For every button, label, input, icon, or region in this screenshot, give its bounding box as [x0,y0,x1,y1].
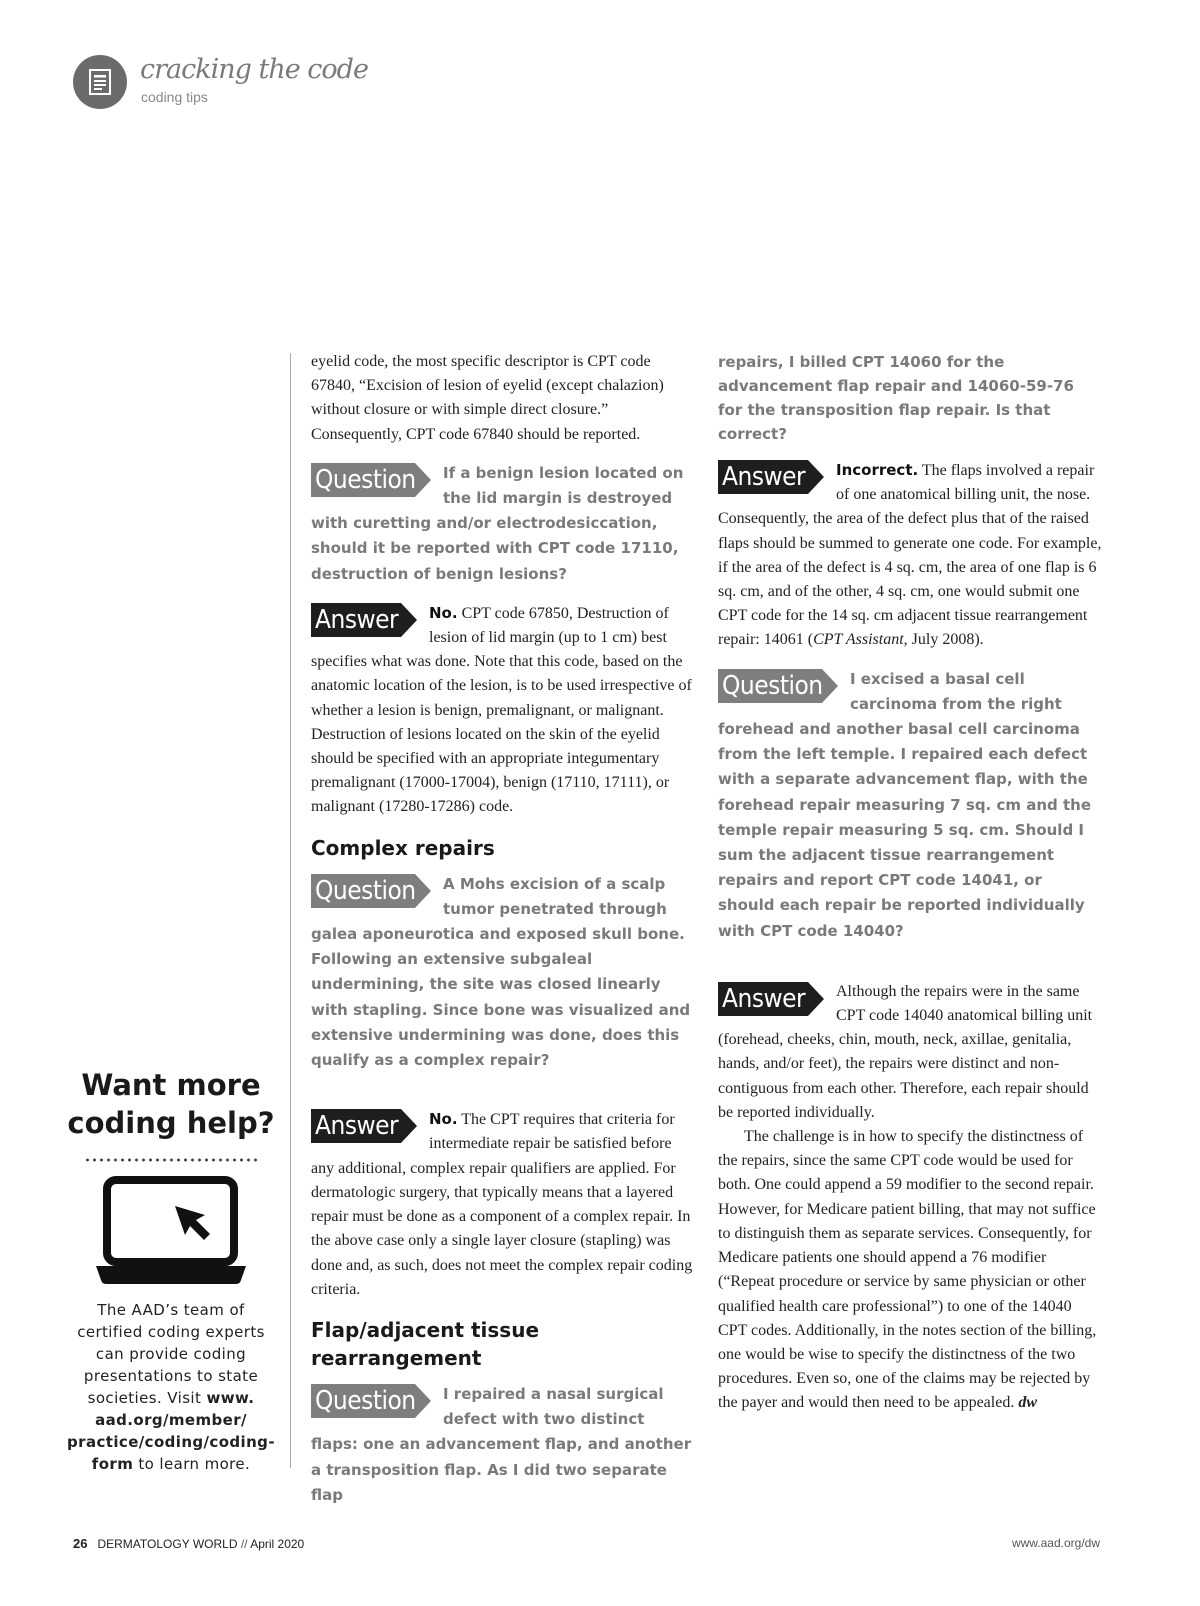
heading-flap-rearrangement: Flap/adjacent tissue rearrangement [311,1317,540,1370]
column-divider [290,353,291,1468]
heading-complex-repairs: Complex repairs [311,835,495,860]
section-subtitle: coding tips [141,89,208,105]
answer-lead: No. [429,1110,458,1129]
question-label: Question [311,1384,415,1418]
sidebar-heading: Want more coding help? [67,1068,275,1140]
header-badge [73,55,127,109]
closing-paragraph: The challenge is in how to specify the distinctness of the repairs, since the same CPT code would be used for both. One could append a 59 modifier to the second repair. However, for Medicare patient billing, that may not suffice to distinguish them as separate services. Consequently, for Medicare patients one should append a 76 modifier (“Repeat procedure or service by same physician or other qualified health care professional”) to one of the 14040 CPT codes. Additionally, in the notes section of the billing, one would be wise to specify the distinctness of the two procedures. Even so, one of the claims may be rejected by the payer and would then need to be appealed. dw [718,1128,1097,1412]
question-text: I excised a basal cell carcinoma from the right forehead and another basal cell carcinoma from the left temple. I repaired each defect with a separate advancement flap, with the forehead repair measuring 7 sq. cm and the temple repair measuring 5 sq. cm. Should I sum the adjacent tissue rearrangement repairs and report CPT code 14041, or should each repair be reported individually with CPT code 14040? [718,669,1092,940]
question-label: Question [718,669,822,703]
question-label: Question [311,874,415,908]
question-label: Question [311,463,415,497]
question-text: If a benign lesion located on the lid margin is destroyed with curetting and/or electrodesiccation, should it be reported with CPT code 17110, destruction of benign lesions? [311,463,684,583]
question-1 [311,461,693,587]
section-title: cracking the code [140,54,368,85]
article-column-2 [718,350,1102,1416]
answer-4 [718,980,1102,1125]
footer-url[interactable]: www.aad.org/dw [1011,1536,1100,1550]
answer-label: Answer [311,603,401,637]
question-4 [718,667,1102,944]
answer-label: Answer [718,460,808,494]
citation: CPT Assistant [813,631,904,649]
dotted-divider [84,1158,259,1162]
footer-folio [73,1536,304,1551]
answer-lead: No. [429,603,458,622]
coding-form-link[interactable]: www. aad.org/member/ practice/coding/coding-form [67,1389,275,1473]
question-3-continued: repairs, I billed CPT 14060 for the advancement flap repair and 14060-59-76 for the transposition flap repair. Is that correct? [718,353,1074,443]
signoff: dw [1018,1394,1037,1412]
answer-text: The CPT requires that criteria for intermediate repair be satisfied before any additional, complex repair qualifiers are applied. For dermatologic surgery, that typically means that a layered repair must be done as a component of a complex repair. In the above case only a single layer closure (stapling) was done and, as such, does not meet the complex repair coding criteria. [311,1111,693,1298]
footer-separator: // [240,1537,248,1551]
page-number: 26 [73,1536,88,1551]
question-text: A Mohs excision of a scalp tumor penetrated through galea aponeurotica and exposed skull bone. Following an extensive subgaleal undermining, the site was closed linearly with stapling. Since bone was visualized and extensive undermining was done, does this qualify as a complex repair? [311,874,691,1070]
magazine-name: DERMATOLOGY WORLD [97,1537,238,1551]
answer-label: Answer [311,1109,401,1143]
answer-3: Answer Incorrect. The flaps involved a repair of one anatomical billing unit, the nose. Consequently, the area of the defect plus that of the raised flaps should be summed to generate one code. For example, if the area of the defect is 4 sq. cm, the area of one flap is 6 sq. cm, and of the other, 4 sq. cm, one would submit one CPT code for the 14 sq. cm adjacent tissue rearrangement repair: 14061 (CPT Assistant, July 2008). [718,461,1102,649]
issue-date: April 2020 [250,1537,305,1551]
answer-2 [311,1107,693,1302]
answer-label: Answer [718,982,808,1016]
answer-1 [311,601,693,820]
document-icon [86,68,114,96]
answer-lead: Incorrect. [836,461,919,479]
article-column-1 [311,350,693,1508]
intro-paragraph: eyelid code, the most specific descriptor is CPT code 67840, “Excision of lesion of eyelid (except chalazion) without closure or with simple direct closure.” Consequently, CPT code 67840 should be reported. [311,353,664,443]
question-3 [311,1382,693,1508]
question-text: I repaired a nasal surgical defect with two distinct flaps: one an advancement flap, and another a transposition flap. As I did two separate flap [311,1384,692,1504]
answer-text: CPT code 67850, Destruction of lesion of lid margin (up to 1 cm) best specifies what was done. Note that this code, based on the anatomic location of the lesion, is to be used irrespective of whether a lesion is benign, premalignant, or malignant. Destruction of lesions located on the skin of the eyelid should be specified with an appropriate integumentary premalignant (17000-17004), benign (17110, 17111), or malignant (17280-17286) code. [311,604,692,816]
question-2 [311,872,693,1074]
sidebar-text: The AAD’s team of certified coding experts can provide coding presentations to state societies. Visit www. aad.org/member/ practice/coding/coding-form to learn more. [67,1301,275,1473]
answer-text: Although the repairs were in the same CPT code 14040 anatomical billing unit (forehead, cheeks, chin, mouth, neck, axillae, genitalia, hands, and/or feet), the repairs were distinct and non-contiguous from each other. Therefore, each repair should be reported individually. [718,982,1093,1121]
laptop-cursor-icon [92,1176,250,1288]
